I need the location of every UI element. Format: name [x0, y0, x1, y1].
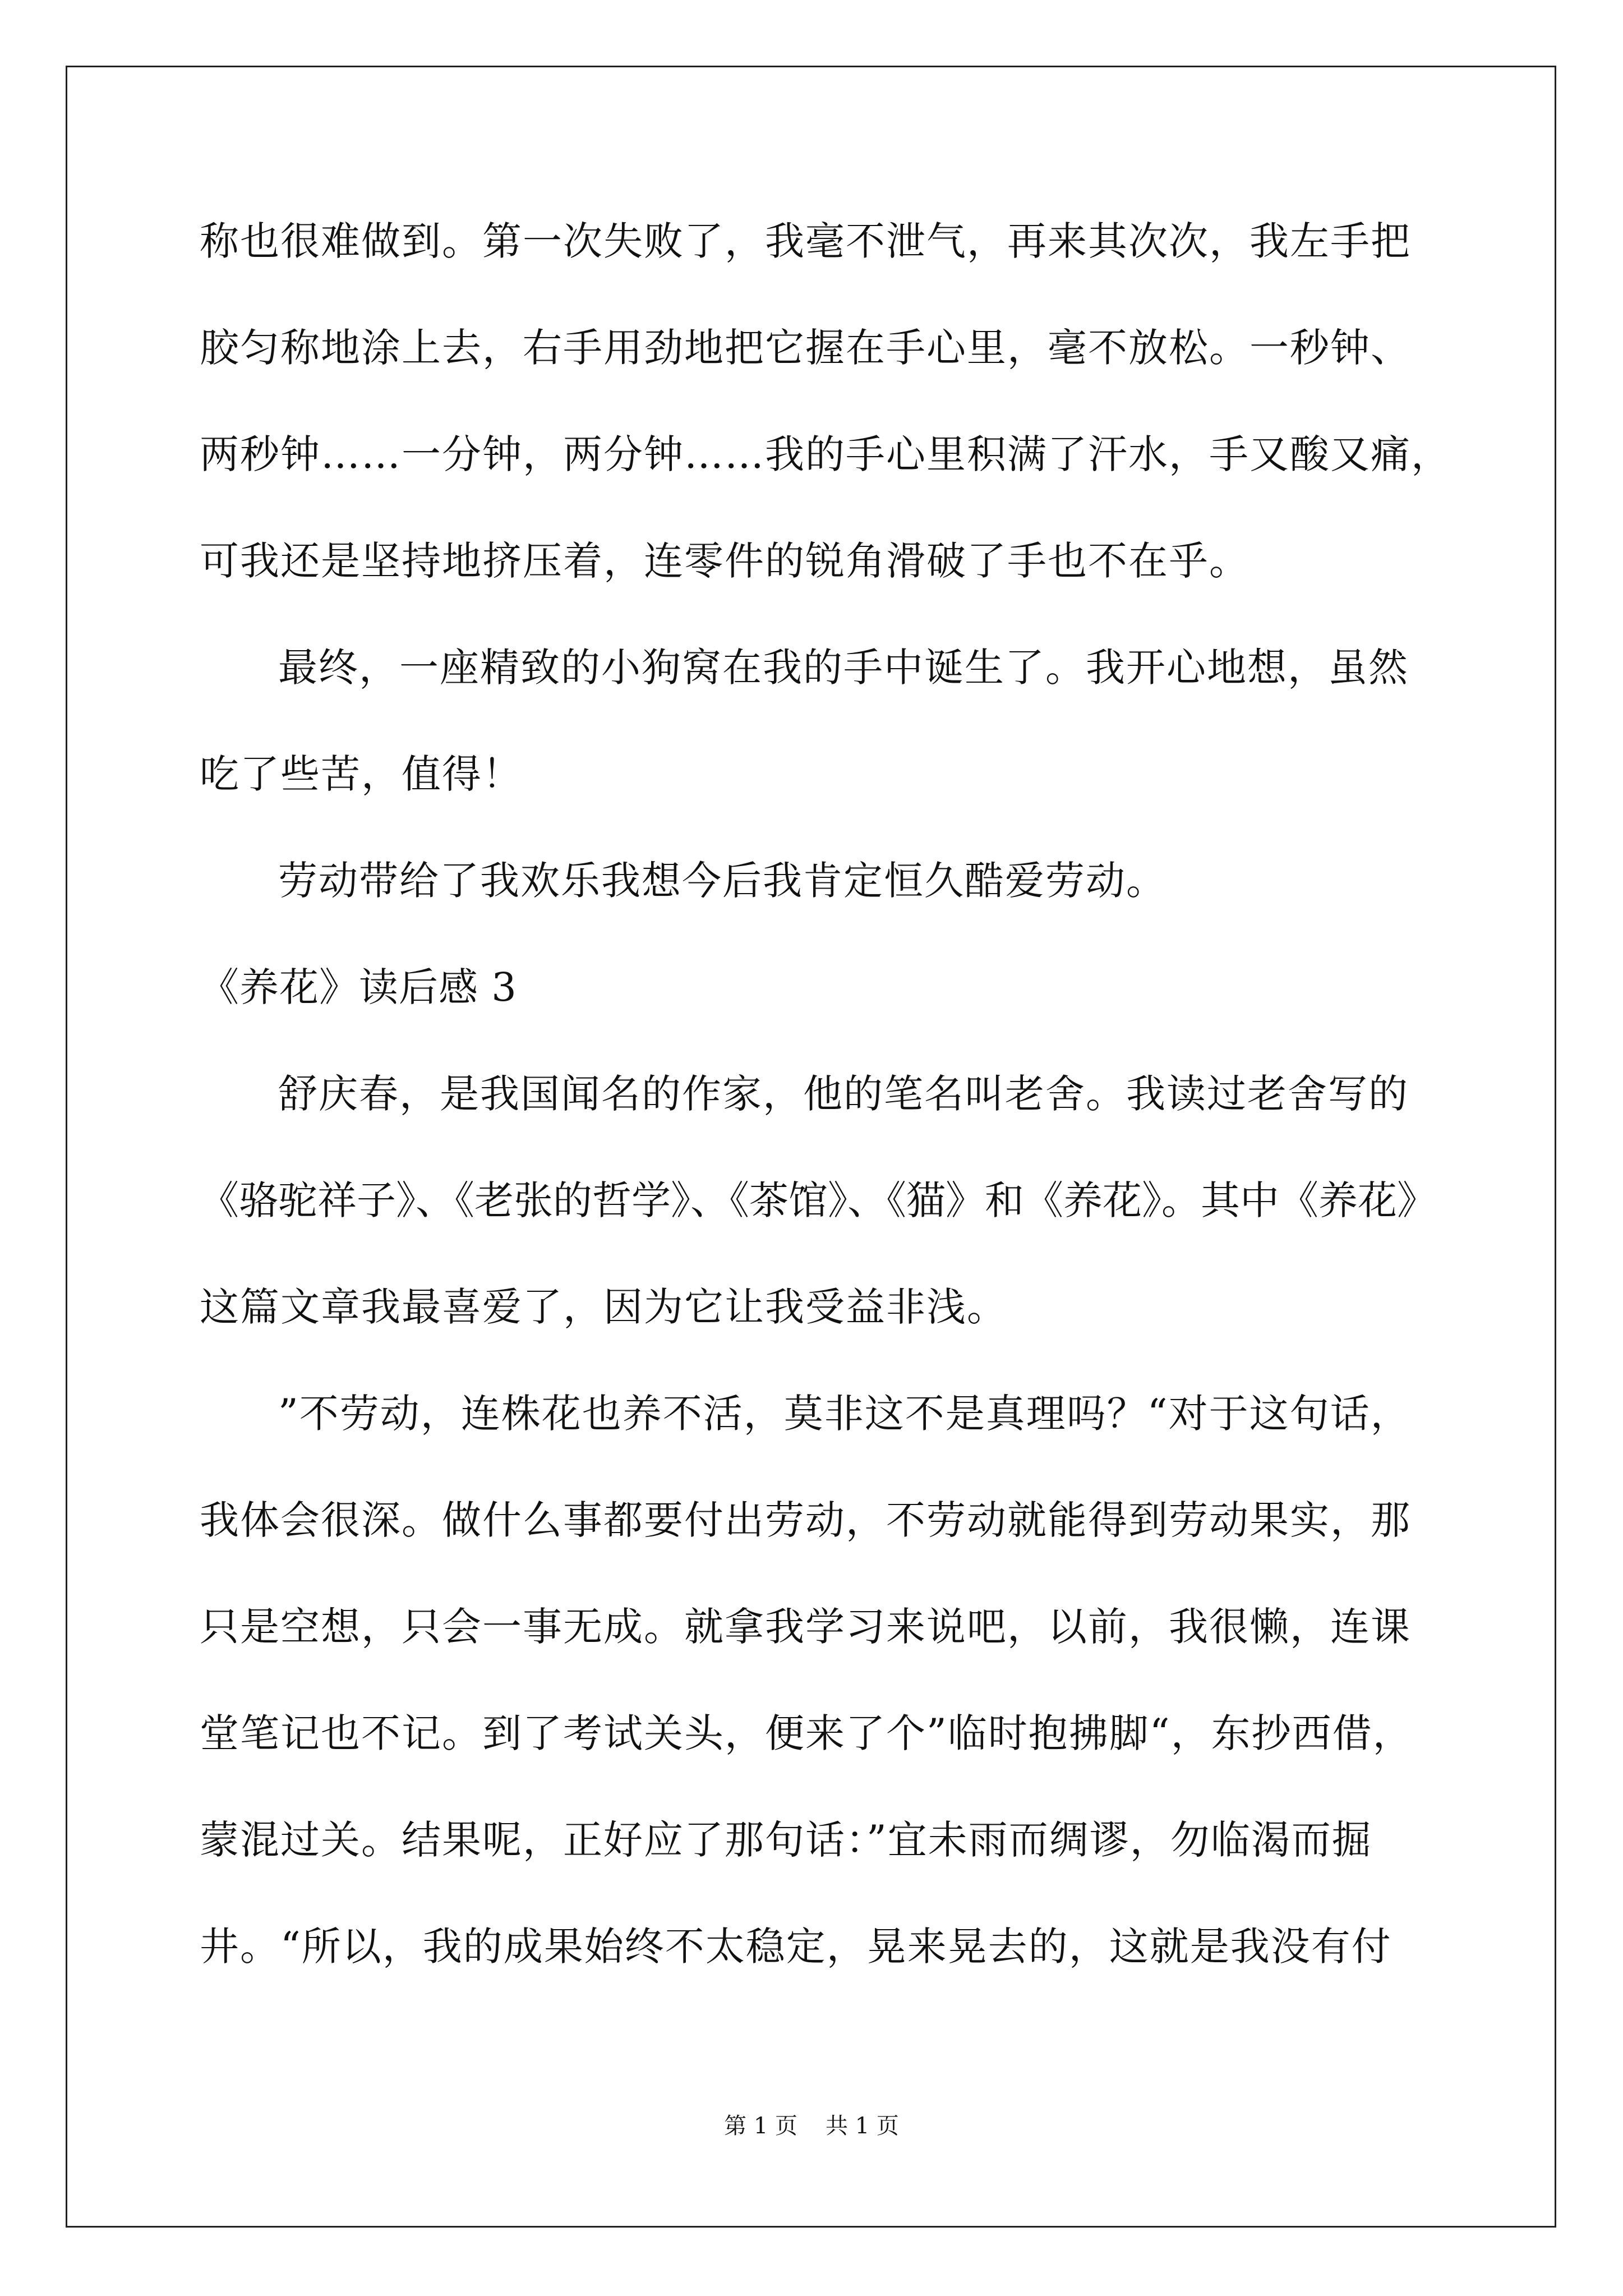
text-line: 可我还是坚持地挤压着，连零件的锐角滑破了手也不在乎。 [200, 538, 1249, 584]
text-line: 蒙混过关。结果呢，正好应了那句话：”宜未雨而绸谬，勿临渴而掘 [200, 1817, 1372, 1863]
text-line: 堂笔记也不记。到了考试关头，便来了个”临时抱拂脚“，东抄西借， [200, 1710, 1413, 1756]
text-line: 胶匀称地涂上去，右手用劲地把它握在手心里，毫不放松。一秒钟、 [200, 325, 1411, 371]
paragraph-start-line: ”不劳动，连株花也养不活，莫非这不是真理吗？“对于这句话， [278, 1391, 1411, 1437]
text-line: 我体会很深。做什么事都要付出劳动，不劳动就能得到劳动果实，那 [200, 1497, 1411, 1543]
paragraph-start-line: 劳动带给了我欢乐我想今后我肯定恒久酷爱劳动。 [278, 858, 1166, 904]
paragraph-start-line: 最终，一座精致的小狗窝在我的手中诞生了。我开心地想，虽然 [278, 645, 1409, 691]
paragraph-start-line: 舒庆春，是我国闻名的作家，他的笔名叫老舍。我读过老舍写的 [278, 1071, 1409, 1117]
page-border [66, 66, 1556, 2228]
text-line: 《骆驼祥子》、《老张的哲学》、《茶馆》、《猫》和《养花》。其中《养花》 [200, 1177, 1436, 1223]
text-line: 这篇文章我最喜爱了，因为它让我受益非浅。 [200, 1284, 1007, 1330]
text-line: 吃了些苦，值得！ [200, 751, 523, 797]
text-line: 称也很难做到。第一次失败了，我毫不泄气，再来其次次，我左手把 [200, 218, 1411, 264]
text-line: 井。“所以，我的成果始终不太稳定，晃来晃去的，这就是我没有付 [200, 1924, 1392, 1970]
text-line: 两秒钟……一分钟，两分钟……我的手心里积满了汗水，手又酸又痛， [200, 431, 1451, 477]
page-number: 第 1 页 [724, 2113, 797, 2139]
section-heading: 《养花》读后感 3 [200, 964, 517, 1010]
page-total: 共 1 页 [826, 2113, 899, 2139]
page-footer [0, 2112, 1623, 2140]
text-line: 只是空想，只会一事无成。就拿我学习来说吧，以前，我很懒，连课 [200, 1604, 1411, 1650]
